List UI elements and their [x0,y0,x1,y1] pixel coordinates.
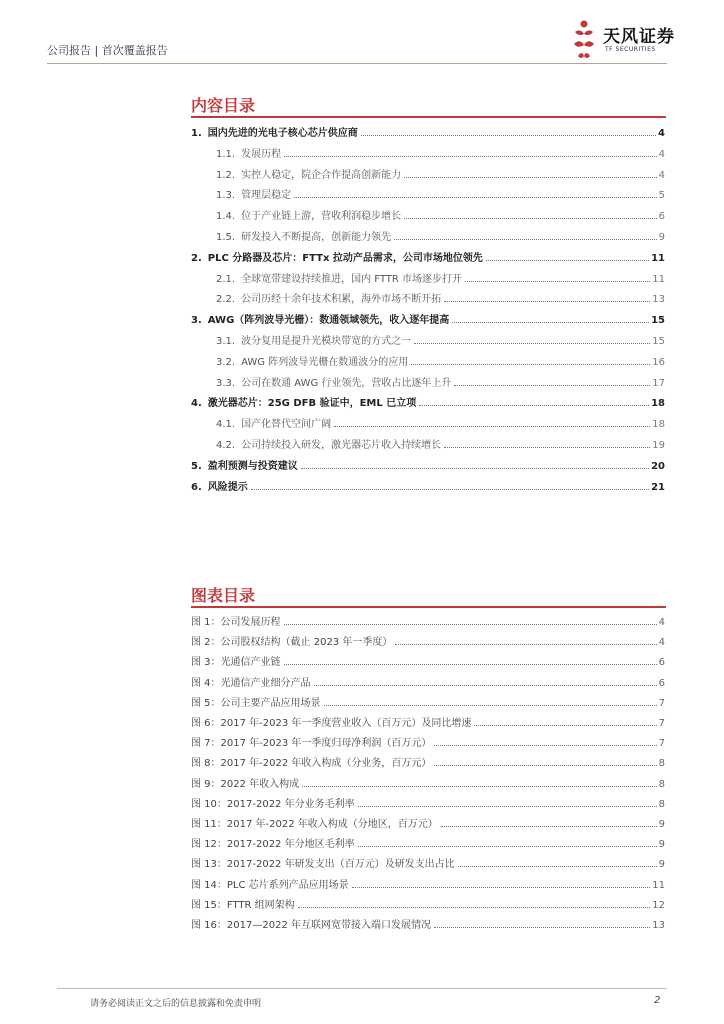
entry-page-number: 7 [658,697,665,709]
figure-label: 图 11： [191,819,227,830]
figure-entry[interactable] [191,916,665,931]
entry-page-number: 18 [652,419,665,431]
entry-page-number: 4 [658,637,665,649]
figure-title: 公司股权结构（截止 2023 年一季度） [220,637,393,649]
figure-entry[interactable] [191,754,665,769]
toc-entry-title: 全球宽带建设持续推进，国内 FTTR 市场逐步打开 [241,273,463,285]
toc-entry-title: 位于产业链上游，营收利润稳步增长 [241,211,402,223]
dot-leader [434,765,656,766]
figure-label: 图 8： [191,758,221,770]
entry-page-number: 16 [652,356,665,368]
figure-entry[interactable] [191,815,665,830]
entry-page-number: 9 [658,232,665,243]
dot-leader [302,786,656,787]
dot-leader [395,644,656,645]
toc-entry-number: 6. [191,481,202,493]
entry-page-number: 11 [652,879,665,891]
entry-page-number: 4 [658,148,665,160]
dot-leader [404,218,657,219]
toc-entry-number: 2.2. [216,294,236,306]
figure-label: 图 2： [191,637,221,649]
figure-entry[interactable] [191,714,665,729]
footer-divider [57,988,667,989]
entry-page-number: 6 [658,657,665,669]
figure-label: 图 9： [191,778,221,790]
figure-title: 2017 年-2023 年一季度营业收入（百万元）及同比增速 [220,718,472,729]
toc-entry-number: 4.1. [216,419,236,431]
dot-leader [284,664,657,665]
toc-entry-title: 发展历程 [241,148,282,160]
toc-entry-number: 1.2. [216,169,236,181]
toc-entry[interactable] [216,186,665,201]
entry-page-number: 8 [658,798,665,810]
entry-page-number: 19 [652,440,665,451]
toc-entry[interactable] [191,124,665,139]
toc-entry[interactable] [216,415,665,430]
figure-label: 图 10： [191,798,227,810]
entry-page-number: 6 [658,211,665,223]
figure-entry[interactable] [191,835,665,850]
toc-entry[interactable] [191,394,665,409]
toc-entry-number: 1.1. [216,148,236,160]
report-type-label: 公司报告 | 首次覆盖报告 [47,44,168,57]
dot-leader [358,846,657,847]
figure-title: FTTR 组网架构 [226,899,295,911]
toc-entry[interactable] [216,270,665,285]
toc-entry-title: 盈利预测与投资建议 [207,460,298,472]
dot-leader [284,156,657,157]
figure-title: 公司主要产品应用场景 [220,697,321,709]
dot-leader [434,927,650,928]
toc-entry-number: 3.1. [216,336,236,347]
logo-emblem-icon [570,18,602,62]
toc-entry[interactable] [216,374,665,389]
toc-entry[interactable] [216,228,665,243]
figure-title: 2022 年收入构成 [220,778,300,790]
toc-entry-number: 1.3. [216,190,236,202]
figure-title: 2017 年-2022 年收入构成（分地区，百万元） [226,819,438,830]
toc-entry-title: 实控人稳定，院企合作提高创新能力 [241,169,402,181]
dot-leader [465,281,650,282]
figure-title: 光通信产业细分产品 [220,677,311,689]
figure-label: 图 15： [191,899,227,911]
dot-leader [452,322,649,323]
page-number: 2 [654,995,661,1006]
dot-leader [486,260,649,261]
dot-leader [444,447,650,448]
figure-title: 2017-2022 年分地区毛利率 [226,839,355,851]
entry-page-number: 18 [651,398,665,410]
toc-entry-number: 2. [191,252,202,264]
dot-leader [419,405,649,406]
dot-leader [454,385,650,386]
toc-entry-number: 1.4. [216,211,236,223]
entry-page-number: 4 [658,617,665,628]
figure-title: 光通信产业链 [220,657,281,669]
toc-entry-number: 1.5. [216,232,236,243]
toc-entry[interactable] [191,478,665,493]
toc-entry[interactable] [216,436,665,451]
toc-entry-number: 2.1. [216,273,236,285]
figure-title: 公司发展历程 [220,617,281,628]
entry-page-number: 9 [658,839,665,851]
figures-title: 图表目录 [191,586,256,605]
toc-entry-title: 激光器芯片：25G DFB 验证中，EML 已立项 [207,398,417,410]
dot-leader [444,301,650,302]
toc-entry[interactable] [216,207,665,222]
figure-entry[interactable] [191,633,665,648]
figure-label: 图 14： [191,879,227,891]
figure-label: 图 4： [191,677,221,689]
toc-entry-number: 3. [191,315,202,327]
header-divider [47,63,667,64]
footer-disclaimer: 请务必阅读正文之后的信息披露和免责申明 [90,999,262,1009]
dot-leader [284,624,657,625]
dot-leader [411,364,650,365]
figure-label: 图 13： [191,859,227,871]
entry-page-number: 12 [652,899,665,911]
figure-title: 2017 年-2022 年收入构成（分业务，百万元） [220,758,432,770]
entry-page-number: 9 [658,859,665,871]
entry-page-number: 20 [651,460,665,472]
toc-entry[interactable] [191,249,665,264]
toc-entry-title: 公司历经十余年技术积累，海外市场不断开拓 [241,294,442,306]
dot-leader [458,866,657,867]
figure-entry[interactable] [191,876,665,891]
toc-entry-number: 1. [191,128,202,139]
company-logo [570,18,680,62]
toc-entry[interactable] [216,290,665,305]
dot-leader [404,177,657,178]
toc-entry-title: 风险提示 [207,481,248,493]
dot-leader [298,907,651,908]
dot-leader [334,426,650,427]
dot-leader [294,197,657,198]
figure-label: 图 1： [191,617,221,628]
entry-page-number: 11 [651,252,665,264]
figure-label: 图 16： [191,920,227,931]
toc-entry[interactable] [216,166,665,181]
toc-entry[interactable] [216,332,665,347]
toc-entry-title: 国内先进的光电子核心芯片供应商 [207,128,358,139]
dot-leader [394,239,657,240]
entry-page-number: 7 [658,718,665,729]
toc-entry-title: AWG 阵列波导光栅在数通波分的应用 [241,356,409,368]
contents-title-rule [191,116,666,118]
toc-entry-title: PLC 分路器及芯片：FTTx 拉动产品需求，公司市场地位领先 [207,252,483,264]
toc-entry-title: 管理层稳定 [241,190,292,202]
dot-leader [301,468,649,469]
toc-entry-title: 公司持续投入研发，激光器芯片收入持续增长 [241,440,442,451]
dot-leader [314,685,657,686]
figure-label: 图 7： [191,738,221,750]
figure-entry[interactable] [191,896,665,911]
dot-leader [324,705,657,706]
logo-chinese-name: 天风证券 [603,27,675,47]
toc-entry[interactable] [191,311,665,326]
entry-page-number: 13 [652,920,665,931]
figure-label: 图 5： [191,697,221,709]
figure-label: 图 6： [191,718,221,729]
figure-title: PLC 芯片系列产品应用场景 [226,879,349,891]
logo-english-name: TF SECURITIES [605,46,656,53]
entry-page-number: 4 [658,169,665,181]
entry-page-number: 11 [652,273,665,285]
figure-title: 2017-2022 年分业务毛利率 [226,798,355,810]
toc-entry[interactable] [216,145,665,160]
dot-leader [474,725,656,726]
dot-leader [414,343,650,344]
dot-leader [251,489,649,490]
dot-leader [358,806,657,807]
toc-entry[interactable] [191,457,665,472]
figure-title: 2017—2022 年互联网宽带接入端口发展情况 [226,920,431,931]
figure-entry[interactable] [191,613,665,628]
toc-entry-number: 5. [191,460,202,472]
toc-entry-title: 公司在数通 AWG 行业领先，营收占比逐年上升 [241,377,452,389]
toc-entry-number: 4.2. [216,440,236,451]
figure-entry[interactable] [191,795,665,810]
dot-leader [434,745,656,746]
toc-entry-title: 研发投入不断提高，创新能力领先 [241,232,392,243]
figure-entry[interactable] [191,674,665,689]
dot-leader [441,826,657,827]
figure-title: 2017 年-2023 年一季度归母净利润（百万元） [220,738,432,750]
toc-entry-title: AWG（阵列波导光栅）：数通领域领先，收入逐年提高 [207,315,450,327]
entry-page-number: 15 [652,336,665,347]
figures-title-rule [191,606,666,608]
toc-entry-number: 4. [191,398,202,410]
figure-entry[interactable] [191,734,665,749]
toc-entry-number: 3.3. [216,377,236,389]
toc-entry-number: 3.2. [216,356,236,368]
figure-title: 2017-2022 年研发支出（百万元）及研发支出占比 [226,859,455,871]
entry-page-number: 4 [658,128,665,139]
entry-page-number: 15 [651,315,665,327]
entry-page-number: 6 [658,677,665,689]
figure-label: 图 12： [191,839,227,851]
entry-page-number: 7 [658,738,665,750]
figure-entry[interactable] [191,694,665,709]
figure-entry[interactable] [191,775,665,790]
entry-page-number: 5 [658,190,665,202]
contents-title: 内容目录 [191,96,256,115]
entry-page-number: 8 [658,778,665,790]
figure-entry[interactable] [191,855,665,870]
toc-entry-title: 国产化替代空间广阔 [241,419,332,431]
toc-entry-title: 波分复用是提升光模块带宽的方式之一 [241,336,412,347]
entry-page-number: 17 [652,377,665,389]
entry-page-number: 9 [658,819,665,830]
dot-leader [352,887,651,888]
entry-page-number: 13 [652,294,665,306]
toc-entry[interactable] [216,353,665,368]
dot-leader [361,135,656,136]
figure-label: 图 3： [191,657,221,669]
figure-entry[interactable] [191,653,665,668]
entry-page-number: 8 [658,758,665,770]
entry-page-number: 21 [651,481,665,493]
